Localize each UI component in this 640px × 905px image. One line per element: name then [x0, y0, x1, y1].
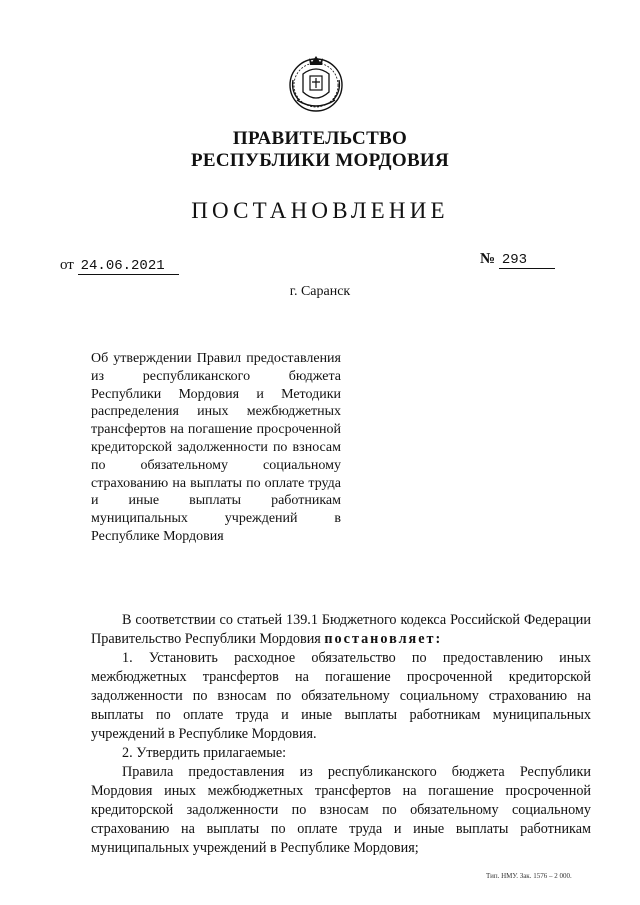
government-title-line2: РЕСПУБЛИКИ МОРДОВИЯ — [190, 150, 450, 171]
intro-text: В соответствии со статьей 139.1 Бюджетного кодекса Российской Федерации Правительство Республики Мордовия — [91, 612, 591, 647]
item-2: 2. Утвердить прилагаемые: — [122, 745, 287, 761]
city: г. Саранск — [289, 284, 351, 299]
document-type-title: ПОСТАНОВЛЕНИЕ — [191, 198, 449, 223]
document-number: 293 — [499, 252, 555, 269]
date-prefix: от — [60, 257, 74, 273]
document-body — [91, 611, 591, 858]
coat-of-arms-icon — [285, 52, 347, 114]
number-prefix: № — [480, 251, 496, 267]
date-row — [60, 257, 179, 275]
government-title-line1: ПРАВИТЕЛЬСТВО — [232, 128, 408, 149]
document-date: 24.06.2021 — [78, 258, 179, 275]
item-2-rules: Правила предоставления из республиканского бюджета Республики Мордовия иных межбюджетных трансфертов на погашение просроченной кредиторской задолженности по взносам по обязательному социальному страхованию на выплаты по оплате труда и иные выплаты работникам муниципальных учреждений в Республике Мордовия; — [91, 764, 591, 856]
item-1: 1. Установить расходное обязательство по предоставлению иных межбюджетных трансфертов на погашение просроченной кредиторской задолженности по взносам по обязательному социальному страхованию на выплаты по оплате труда и иные выплаты работникам муниципальных учреждений в Республике Мордовия. — [91, 650, 591, 742]
print-note: Тип. НМУ. Зак. 1576 – 2 000. — [486, 872, 572, 880]
number-row — [480, 251, 555, 269]
decree-word: постановляет: — [324, 631, 443, 647]
document-subject: Об утверждении Правил предоставления из республиканского бюджета Республики Мордовия и Методики распределения иных межбюджетных трансфертов на погашение просроченной кредиторской задолженности по взносам по обязательному социальному страхованию на выплаты по оплате труда и иные выплаты работникам муниципальных учреждений в Республике Мордовия — [91, 351, 341, 544]
intro-paragraph — [91, 611, 591, 649]
